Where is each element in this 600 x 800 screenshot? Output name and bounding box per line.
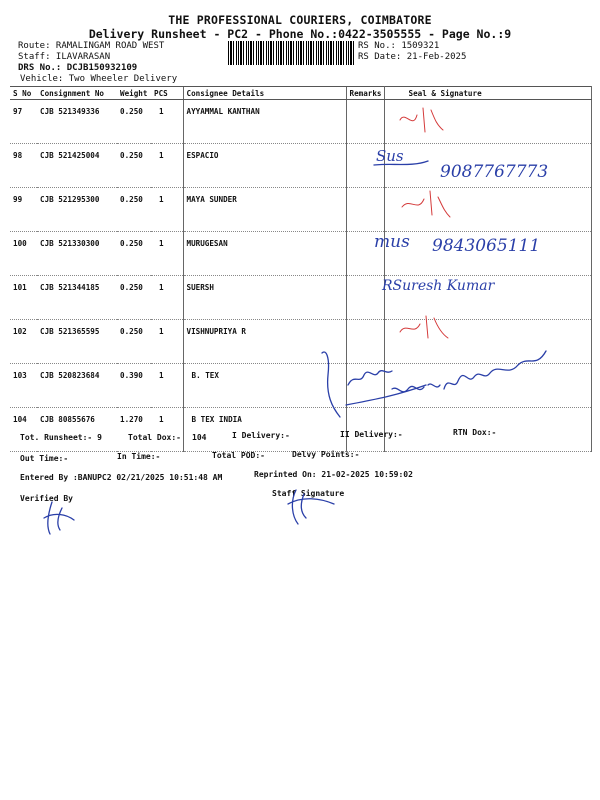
cell-weight: 0.250 — [117, 100, 151, 144]
runsheet-subtitle: Delivery Runsheet - PC2 - Phone No.:0422-3505555 - Page No.:9 — [88, 27, 512, 41]
total-dox-value: 104 — [192, 433, 207, 442]
staff-signature-label: Staff Signature — [272, 489, 345, 498]
stamp-mark-row97 — [395, 100, 455, 140]
cell-consignee: ESPACIO — [183, 144, 346, 188]
delvy-points: Delvy Points:- — [292, 450, 360, 459]
cell-sno: 102 — [10, 320, 37, 364]
cell-pcs: 1 — [151, 232, 183, 276]
cell-consignment: CJB 521295300 — [37, 188, 117, 232]
cell-sno: 100 — [10, 232, 37, 276]
barcode — [228, 41, 354, 65]
cell-sno: 104 — [10, 408, 37, 452]
cell-weight: 0.250 — [117, 188, 151, 232]
cell-remarks — [346, 276, 384, 320]
phone-row100: 9843065111 — [432, 236, 541, 256]
cell-pcs: 1 — [151, 320, 183, 364]
name-row101: RSuresh Kumar — [382, 278, 495, 294]
vehicle-text: Vehicle: Two Wheeler Delivery — [20, 74, 178, 84]
cell-consignment: CJB 80855676 — [37, 408, 117, 452]
total-dox-label: Total Dox:- — [128, 433, 181, 442]
signature-row103-104 — [318, 345, 558, 425]
col-pcs: PCS — [151, 87, 183, 100]
cell-pcs: 1 — [151, 100, 183, 144]
cell-consignee: B TEX INDIA — [183, 408, 346, 452]
col-consignee: Consignee Details — [183, 87, 346, 100]
ii-delivery: II Delivery:- — [340, 430, 403, 439]
in-time: In Time:- — [117, 452, 161, 461]
cell-consignee: MURUGESAN — [183, 232, 346, 276]
col-consignment: Consignment No — [37, 87, 117, 100]
drs-number: DRS No.: DCJB150932109 — [18, 63, 138, 73]
cell-sno: 98 — [10, 144, 37, 188]
cell-consignee: B. TEX — [183, 364, 346, 408]
entered-by: Entered By :BANUPC2 02/21/2025 10:51:48 AM — [20, 473, 223, 482]
col-remarks: Remarks — [346, 87, 384, 100]
route-text: Route: RAMALINGAM ROAD WEST — [18, 41, 165, 51]
signature-row100 — [372, 225, 572, 265]
cell-consignee: MAYA SUNDER — [183, 188, 346, 232]
verified-by: Verified By — [20, 494, 73, 503]
verified-signature — [40, 498, 90, 538]
out-time: Out Time:- — [20, 454, 69, 463]
total-pod: Total POD:- — [212, 451, 265, 460]
cell-remarks — [346, 100, 384, 144]
cell-weight: 0.250 — [117, 320, 151, 364]
signature-row98-text: Sus — [376, 147, 404, 165]
cell-sno: 101 — [10, 276, 37, 320]
tot-runsheet: Tot. Runsheet:- 9 — [20, 433, 102, 442]
stamp-mark-row102 — [396, 308, 456, 348]
cell-consignment: CJB 520823684 — [37, 364, 117, 408]
stamp-mark-row99 — [398, 185, 458, 225]
signature-row98 — [372, 143, 572, 183]
signature-row100-text: mus — [374, 232, 410, 252]
cell-pcs: 1 — [151, 144, 183, 188]
cell-sno: 103 — [10, 364, 37, 408]
cell-weight: 1.270 — [117, 408, 151, 452]
cell-weight: 0.250 — [117, 144, 151, 188]
cell-consignment: CJB 521349336 — [37, 100, 117, 144]
cell-weight: 0.250 — [117, 276, 151, 320]
cell-consignment: CJB 521344185 — [37, 276, 117, 320]
rs-date: RS Date: 21-Feb-2025 — [358, 52, 467, 62]
cell-consignee: SUERSH — [183, 276, 346, 320]
cell-consignment: CJB 521425004 — [37, 144, 117, 188]
cell-weight: 0.250 — [117, 232, 151, 276]
col-sno: S No — [10, 87, 37, 100]
col-seal-signature: Seal & Signature — [384, 87, 591, 100]
cell-pcs: 1 — [151, 188, 183, 232]
rs-number: RS No.: 1509321 — [358, 41, 440, 51]
staff-signature-mark — [284, 486, 344, 526]
cell-pcs: 1 — [151, 276, 183, 320]
cell-weight: 0.390 — [117, 364, 151, 408]
cell-pcs: 1 — [151, 364, 183, 408]
company-title: THE PROFESSIONAL COURIERS, COIMBATORE — [168, 13, 432, 27]
cell-sno: 97 — [10, 100, 37, 144]
staff-text: Staff: ILAVARASAN — [18, 52, 111, 62]
cell-consignee: AYYAMMAL KANTHAN — [183, 100, 346, 144]
reprinted-on: Reprinted On: 21-02-2025 10:59:02 — [254, 470, 413, 479]
rtn-dox: RTN Dox:- — [453, 428, 497, 437]
table-header-row — [10, 87, 591, 100]
cell-consignment: CJB 521330300 — [37, 232, 117, 276]
col-weight: Weight — [117, 87, 151, 100]
cell-consignment: CJB 521365595 — [37, 320, 117, 364]
phone-row98: 9087767773 — [440, 162, 549, 182]
table-row — [10, 100, 591, 144]
cell-consignee: VISHNUPRIYA R — [183, 320, 346, 364]
cell-pcs: 1 — [151, 408, 183, 452]
signature-row101 — [380, 272, 540, 302]
i-delivery: I Delivery:- — [232, 431, 290, 440]
cell-sno: 99 — [10, 188, 37, 232]
